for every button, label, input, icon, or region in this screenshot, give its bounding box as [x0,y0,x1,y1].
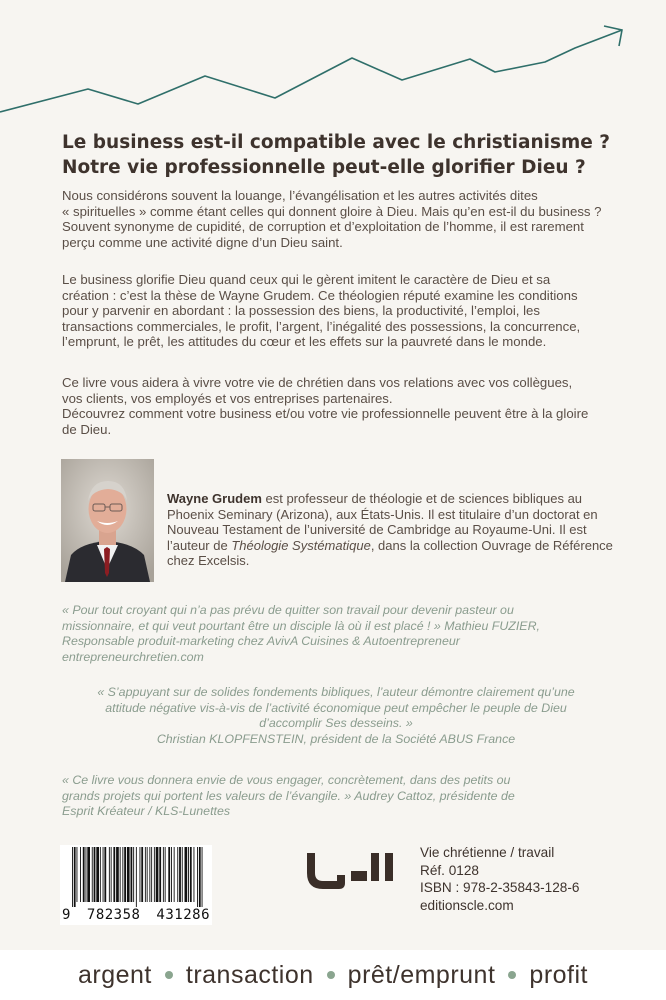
quote-line: attitude négative vis-à-vis de l’activité économique peut empêcher le peuple de Dieu [105,700,567,715]
isbn-barcode [60,845,212,925]
author-bio-text: est professeur de théologie et de sciences bibliques au Phoenix Seminary (Arizona), aux États-Unis. Il est titulaire d’un doctorat en Nouveau Testament de l’université de Cambridge au Royaume-Uni. Il est l’auteur de [167,491,598,553]
testimonial-quote-2 [62,685,610,747]
quote-attribution: Christian KLOPFENSTEIN, président de la Société ABUS France [156,731,516,746]
book-reference: Réf. 0128 [420,862,479,878]
text-line: Souvent synonyme de cupidité, de corruption et d’exploitation de l’homme, il est rarement [62,219,584,235]
text-line: vos clients, vos employés et vos entreprises partenaires. [62,390,393,406]
quote-line: entrepreneurchretien.com [62,649,204,664]
text-line: Nous considérons souvent la louange, l’évangélisation et les autres activités dites [62,188,538,203]
text-line: pour y parvenir en abordant : la possession des biens, la productivité, l’emploi, les [62,303,540,319]
text-line: Découvrez comment votre business et/ou votre vie professionnelle peuvent être à la gloire [62,406,589,422]
barcode-digits [62,907,210,923]
quote-line: « Pour tout croyant qui n’a pas prévu de quitter son travail pour devenir pasteur ou [62,603,514,617]
book-isbn: ISBN : 978-2-35843-128-6 [420,880,580,896]
quote-line: grands projets qui portent les valeurs de l’évangile. » Audrey Cattoz, présidente de [62,788,515,803]
footer-keyword: profit [529,960,589,989]
text-line: « spirituelles » comme étant celles qui donnent gloire à Dieu. Mais qu’en est-il du business ? [62,203,602,219]
quote-line: Responsable produit-marketing chez AvivA Cuisines & Autoentrepreneur [62,634,460,648]
book-category: Vie chrétienne / travail [420,845,555,860]
author-bio [167,491,617,569]
barcode-bars [64,847,208,907]
quote-line: d’accomplir Ses desseins. » [259,716,413,730]
author-book-title: Théologie Systématique [231,537,371,553]
footer-keyword: argent [77,960,152,989]
quote-line: « Ce livre vous donnera envie de vous engager, concrètement, dans des petits ou [62,773,511,787]
book-info [420,844,579,914]
author-bio-text-end: , dans la collection Ouvrage de Référence chez Excelsis. [167,537,613,569]
text-line: transactions commerciales, le profit, l’argent, l’inégalité des possessions, la concurrence, [62,318,581,334]
barcode-digit-group: 782358 [86,907,141,923]
barcode-digit-group: 9 [62,907,71,923]
testimonial-quote-3 [62,773,610,820]
quote-line: « S’appuyant sur de solides fondements bibliques, l’auteur démontre clairement qu’une [97,685,575,699]
trend-arrow-icon [0,0,666,130]
footer-keyword: prêt/emprunt [347,960,496,989]
text-line: perçu comme une activité digne d’un Dieu saint. [62,234,343,250]
bullet-dot-icon [508,971,516,979]
cle-logo [305,845,403,891]
quote-line: missionnaire, et qui veut pourtant être un disciple là où il est placé ! » Mathieu FUZIER, [62,618,540,633]
publisher-website: editionscle.com [420,897,514,913]
intro-paragraph-1 [62,188,610,250]
author-photo [61,459,154,582]
barcode-digit-group: 431286 [156,907,210,923]
footer-keywords [0,950,666,1000]
headline-line-1: Le business est-il compatible avec le christianisme ? [62,132,610,153]
text-line: Ce livre vous aidera à vivre votre vie de chrétien dans vos relations avec vos collègues, [62,375,573,390]
text-line: de Dieu. [62,421,112,437]
quote-line: Esprit Kréateur / KLS-Lunettes [62,804,231,818]
text-line: Le business glorifie Dieu quand ceux qui le gèrent imitent le caractère de Dieu et sa [62,272,551,287]
headline-line-2: Notre vie professionnelle peut-elle glorifier Dieu ? [62,157,586,178]
bullet-dot-icon [165,971,173,979]
intro-paragraph-2 [62,272,610,350]
text-line: création : c’est la thèse de Wayne Grudem. Ce théologien réputé examine les conditions [62,287,578,303]
footer-keyword: transaction [185,960,314,989]
intro-paragraph-3 [62,375,610,437]
headline [62,130,622,180]
bullet-dot-icon [327,971,335,979]
text-line: l’emprunt, le prêt, les attitudes du cœur et les effets sur la pauvreté dans le monde. [62,334,547,350]
testimonial-quote-1 [62,603,610,665]
author-name: Wayne Grudem [167,491,262,506]
